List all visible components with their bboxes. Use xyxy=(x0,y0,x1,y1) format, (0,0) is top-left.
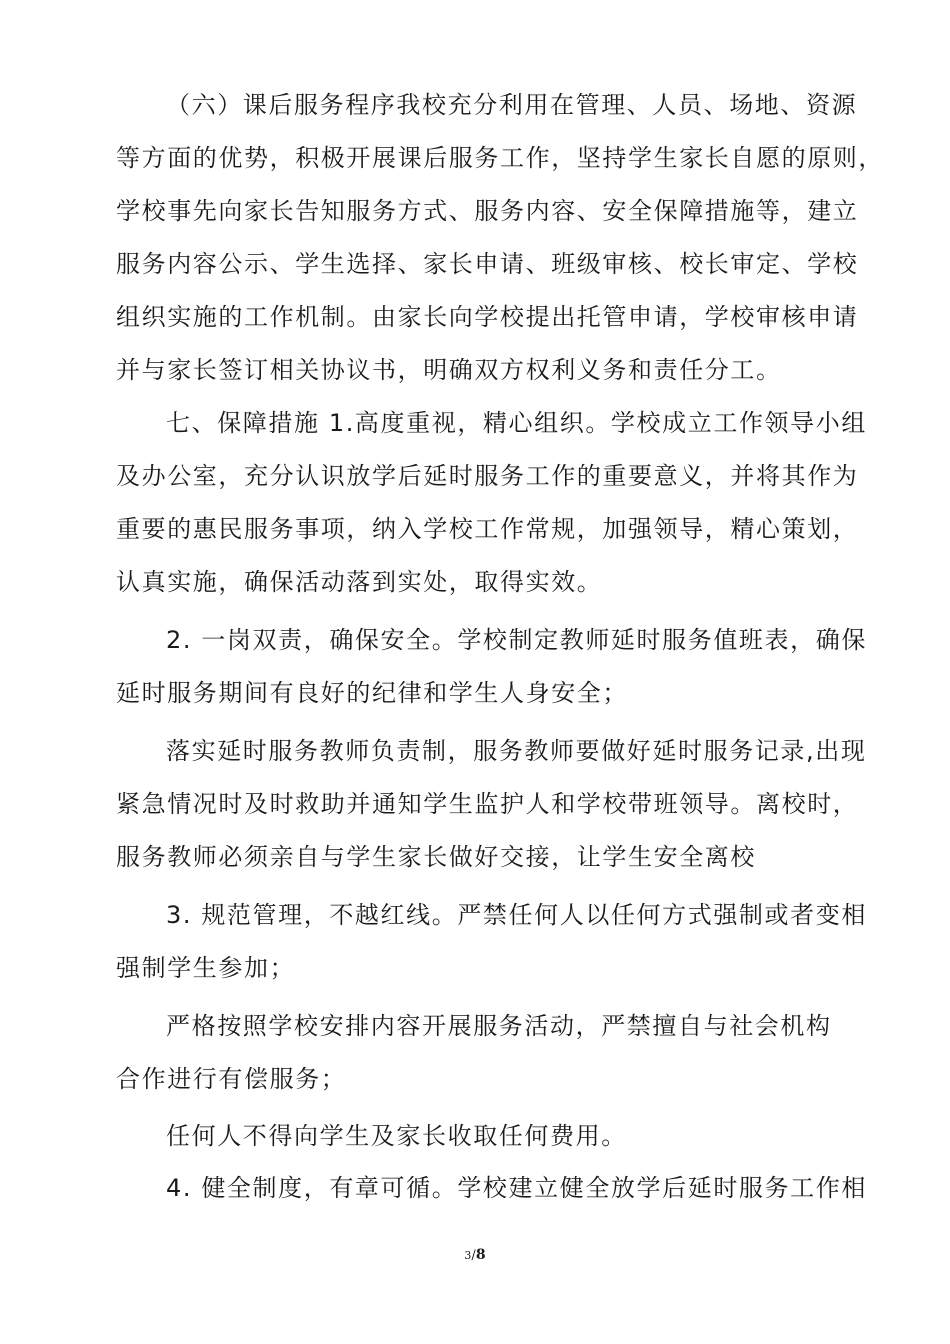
current-page-number: 3 xyxy=(464,1249,472,1262)
paragraph-line: 及办公室，充分认识放学后延时服务工作的重要意义，并将其作为 xyxy=(116,462,859,490)
paragraph-line: 紧急情况时及时救助并通知学生监护人和学校带班领导。离校时， xyxy=(116,790,859,818)
paragraph-line: 认真实施，确保活动落到实处，取得实效。 xyxy=(116,568,603,596)
paragraph-line: 组织实施的工作机制。由家长向学校提出托管申请，学校审核申请 xyxy=(116,303,859,331)
paragraph-line: 落实延时服务教师负责制，服务教师要做好延时服务记录,出现 xyxy=(166,737,867,765)
paragraph-line: 2. 一岗双责，确保安全。学校制定教师延时服务值班表，确保 xyxy=(166,626,867,654)
paragraph-line: 4. 健全制度，有章可循。学校建立健全放学后延时服务工作相 xyxy=(166,1174,867,1202)
paragraph-line: （六）课后服务程序我校充分利用在管理、人员、场地、资源 xyxy=(166,91,858,119)
paragraph-line: 并与家长签订相关协议书，明确双方权利义务和责任分工。 xyxy=(116,356,782,384)
paragraph-line: 合作进行有偿服务； xyxy=(116,1065,347,1093)
page-number xyxy=(0,1247,950,1264)
paragraph-line: 七、保障措施 1.高度重视，精心组织。学校成立工作领导小组 xyxy=(166,409,867,437)
paragraph-line: 3. 规范管理，不越红线。严禁任何人以任何方式强制或者变相 xyxy=(166,901,867,929)
paragraph-line: 任何人不得向学生及家长收取任何费用。 xyxy=(166,1122,627,1150)
total-pages-number: 8 xyxy=(475,1247,486,1263)
paragraph-line: 强制学生参加； xyxy=(116,954,296,982)
paragraph-line: 服务教师必须亲自与学生家长做好交接，让学生安全离校 xyxy=(116,843,756,871)
paragraph-line: 等方面的优势，积极开展课后服务工作，坚持学生家长自愿的原则， xyxy=(116,144,884,172)
paragraph-line: 服务内容公示、学生选择、家长申请、班级审核、校长审定、学校 xyxy=(116,250,859,278)
paragraph-line: 严格按照学校安排内容开展服务活动，严禁擅自与社会机构 xyxy=(166,1012,832,1040)
paragraph-line: 延时服务期间有良好的纪律和学生人身安全； xyxy=(116,679,628,707)
paragraph-line: 重要的惠民服务事项，纳入学校工作常规，加强领导，精心策划， xyxy=(116,515,859,543)
paragraph-line: 学校事先向家长告知服务方式、服务内容、安全保障措施等，建立 xyxy=(116,197,859,225)
page-number-separator: / xyxy=(471,1248,476,1263)
